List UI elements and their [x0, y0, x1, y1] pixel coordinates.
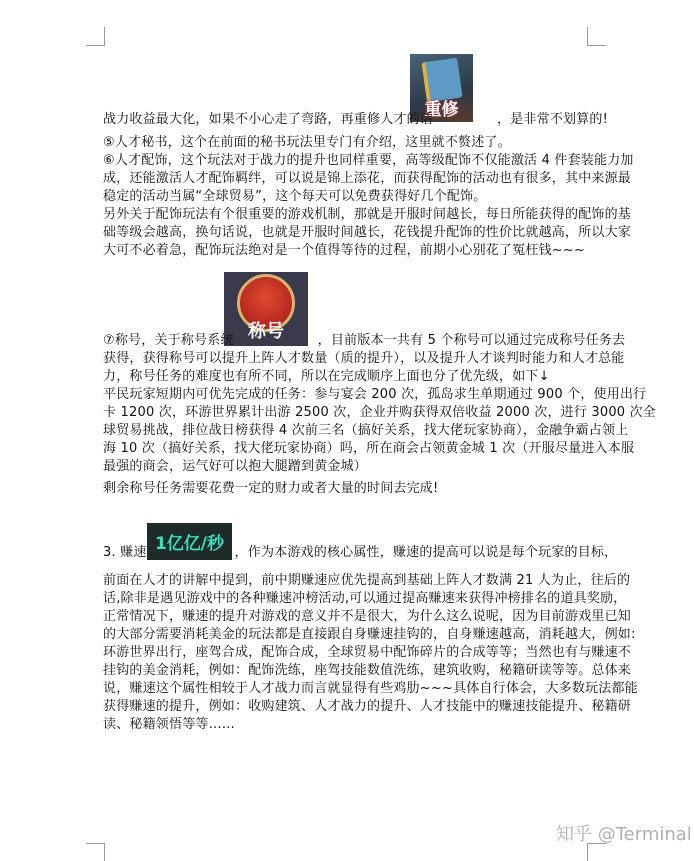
zhihu-watermark: 知乎 @Terminal [556, 824, 692, 845]
paragraph-line: 正常情况下，赚速的提升对游戏的意义并不是很大，为什么这么说呢，因为目前游戏里已知 [103, 609, 632, 624]
text: 3. 赚速 [103, 545, 147, 560]
paragraph-line: 础等级会越高，换句话说，也就是开服时间越长，花钱提升配饰的性价比就越高，所以大家 [103, 225, 632, 240]
paragraph-line: 话,除非是遇见游戏中的各种赚速冲榜活动,可以通过提高赚速来获得冲榜排名的道具奖励， [103, 591, 627, 606]
speed-icon-label: 1亿亿/秒 [154, 534, 225, 554]
paragraph-line: 最强的商会，运气好可以抱大腿蹭到黄金城） [103, 459, 368, 474]
paragraph-line: ⑥人才配饰，这个玩法对于战力的提升也同样重要，高等级配饰不仅能激活 4 件套装能力加 [103, 153, 634, 168]
paragraph-line: 环游世界出行，座驾合成，配饰合成，全球贸易中配饰碎片的合成等等；当然也有与赚速不 [103, 645, 632, 660]
text: ，是非常不划算的! [497, 112, 609, 127]
paragraph-line: 获得，获得称号可以提升上阵人才数量（质的提升），以及提升人才谈判时能力和人才总能 [103, 351, 625, 366]
paragraph-line: 海 10 次（搞好关系，找大佬玩家协商）吗，所在商会占领黄金城 1 次（开服尽量进入本服 [103, 441, 635, 456]
paragraph-line: 力，称号任务的难度也有所不同，所以在完成顺序上面也分了优先级，如下↓ [103, 369, 550, 384]
paragraph-line: 成，还能激活人才配饰羁绊，可以说是锦上添花，而获得配饰的活动也有很多，其中来源最 [103, 171, 632, 186]
paragraph-line: 前面在人才的讲解中提到，前中期赚速应优先提高到基础上阵人才数满 21 人为止，往后的 [103, 573, 631, 588]
retrain-icon-label: 重修 [424, 100, 459, 120]
paragraph-line: 卡 1200 次，环游世界累计出游 2500 次，企业并购获得双倍收益 2000 次，进行 3000 次全 [103, 405, 656, 420]
paragraph-line: 获得赚速的提升，例如：收购建筑、人才战力的提升、人才技能中的赚速技能提升、秘籍研 [103, 699, 632, 714]
text: ，目前版本一共有 5 个称号可以通过完成称号任务去 [317, 333, 626, 348]
text: 战力收益最大化，如果不小心走了弯路，再重修人才的话 [103, 112, 434, 127]
paragraph-line: 稳定的活动当属“全球贸易”，这个每天可以免费获得好几个配饰。 [103, 189, 487, 204]
paragraph-line [103, 545, 617, 561]
paragraph-line: 的大部分需要消耗美金的玩法都是直接跟自身赚速挂钩的，自身赚速越高，消耗越大，例如: [103, 627, 636, 642]
paragraph-line: 剩余称号任务需要花费一定的财力或者大量的时间去完成! [103, 481, 439, 496]
title-icon-label: 称号 [248, 321, 284, 342]
paragraph-line: ⑤人才秘书，这个在前面的秘书玩法里专门有介绍，这里就不赘述了。 [103, 135, 511, 150]
margin-corner-mark [86, 27, 105, 46]
paragraph-line: 大可不必着急，配饰玩法绝对是一个值得等待的过程，前期小心别花了冤枉钱~~~ [103, 243, 586, 258]
margin-corner-mark [587, 27, 606, 46]
text: ⑦称号，关于称号系统 [103, 333, 234, 348]
margin-corner-mark [86, 843, 105, 861]
paragraph-line: 平民玩家短期内可优先完成的任务：参与宴会 200 次，孤岛求生单期通过 900 个，使用出行 [103, 387, 647, 402]
paragraph-line: 读、秘籍领悟等等…… [103, 717, 236, 732]
paragraph-line: 另外关于配饰玩法有个很重要的游戏机制，那就是开服时间越长，每日所能获得的配饰的基 [103, 207, 632, 222]
paragraph-line: 挂钩的美金消耗，例如：配饰洗练，座驾技能数值洗练，建筑收购，秘籍研读等等。总体来 [103, 663, 632, 678]
text: ，作为本游戏的核心属性，赚速的提高可以说是每个玩家的目标， [234, 545, 618, 560]
paragraph-line: 球贸易挑战，排位战日榜获得 4 次前三名（搞好关系，找大佬玩家协商），金融争霸占领上 [103, 423, 629, 438]
paragraph-line: 说，赚速这个属性相较于人才战力而言就显得有些鸡肋~~~具体自行体会，大多数玩法都能 [103, 681, 638, 696]
paragraph-line [103, 333, 625, 349]
paragraph-line [103, 112, 608, 128]
